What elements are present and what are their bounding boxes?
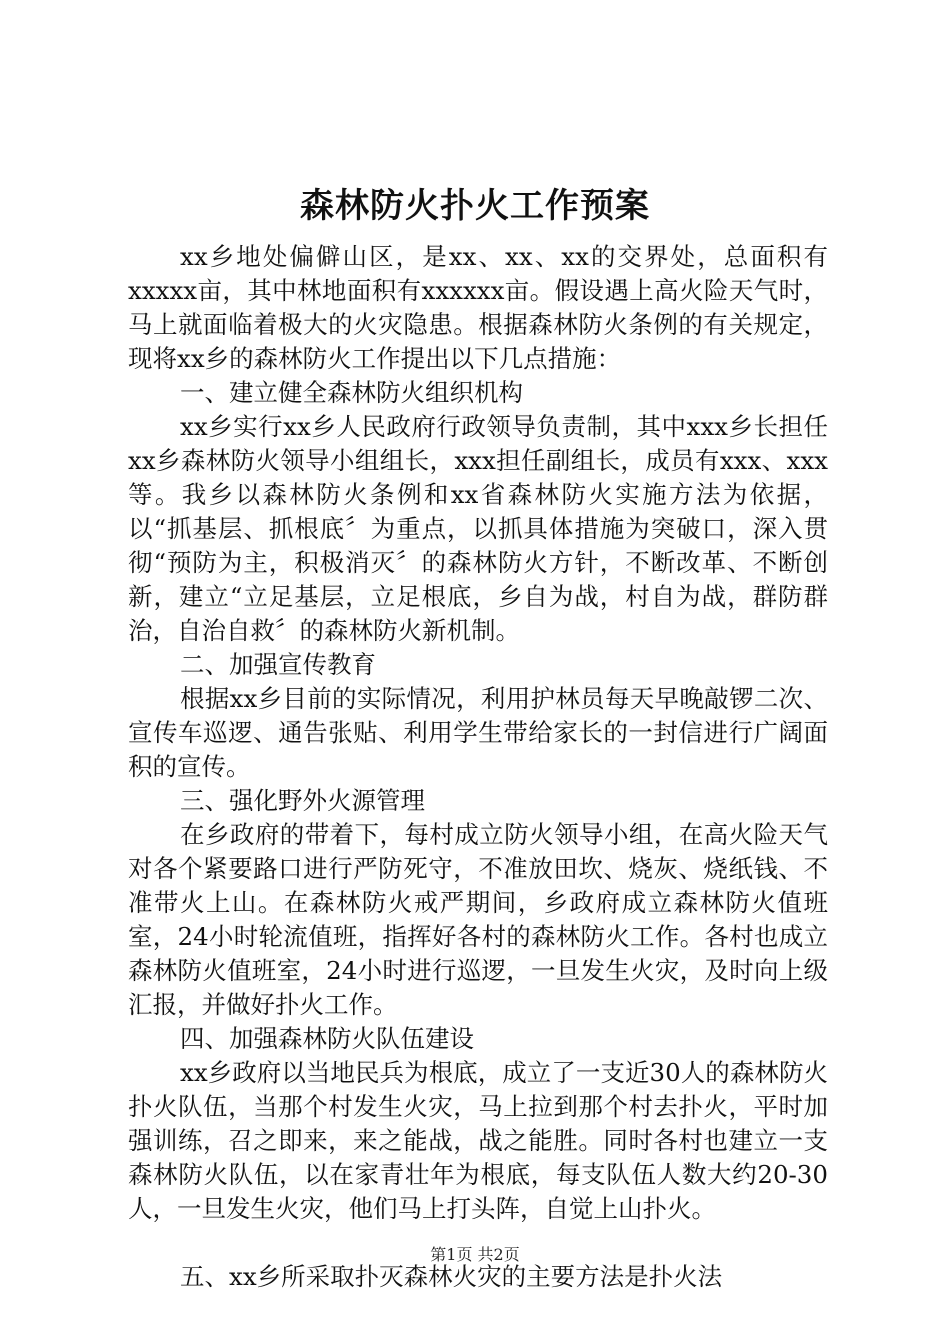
section-2-body: 根据xx乡目前的实际情况，利用护林员每天早晚敲锣二次、宣传车巡逻、通告张贴、利用学生带给家长的一封信进行广阔面积的宣传。 [128,684,828,781]
intro-paragraph: xx乡地处偏僻山区，是xx、xx、xx的交界处，总面积有xxxxx亩，其中林地面积有xxxxxx亩。假设遇上高火险天气时，马上就面临着极大的火灾隐患。根据森林防火条例的有关规定，现将xx乡的森林防火工作提出以下几点措施： [128,242,828,373]
section-4-heading: 四、加强森林防火队伍建设 [180,1024,474,1053]
page-footer: 第1页 共2页 [430,1245,520,1264]
section-3-body: 在乡政府的带着下，每村成立防火领导小组，在高火险天气对各个紧要路口进行严防死守，不准放田坎、烧灰、烧纸钱、不准带火上山。在森林防火戒严期间，乡政府成立森林防火值班室，24小时轮流值班，指挥好各村的森林防火工作。各村也成立森林防火值班室，24小时进行巡逻，一旦发生火灾，及时向上级汇报，并做好扑火工作。 [128,820,828,1019]
document-body [128,240,828,1294]
section-1-heading: 一、建立健全森林防火组织机构 [180,378,523,407]
section-1-body: xx乡实行xx乡人民政府行政领导负责制，其中xxx乡长担任xx乡森林防火领导小组组长，xxx担任副组长，成员有xxx、xxx等。我乡以森林防火条例和xx省森林防火实施方法为依据，以“抓基层、抓根底〞为重点，以抓具体措施为突破口，深入贯彻“预防为主，积极消灭〞的森林防火方针，不断改革、不断创新，建立“立足基层，立足根底，乡自为战，村自为战，群防群治，自治自救〞的森林防火新机制。 [128,412,828,645]
document-title: 森林防火扑火工作预案 [300,186,650,226]
section-2-heading: 二、加强宣传教育 [180,650,376,679]
section-3-heading: 三、强化野外火源管理 [180,786,425,815]
section-5-heading: 五、xx乡所采取扑灭森林火灾的主要方法是扑火法 [180,1262,723,1291]
section-4-body: xx乡政府以当地民兵为根底，成立了一支近30人的森林防火扑火队伍，当那个村发生火灾，马上拉到那个村去扑火，平时加强训练，召之即来，来之能战，战之能胜。同时各村也建立一支森林防火队伍，以在家青壮年为根底，每支队伍人数大约20-30人，一旦发生火灾，他们马上打头阵，自觉上山扑火。 [128,1058,828,1223]
